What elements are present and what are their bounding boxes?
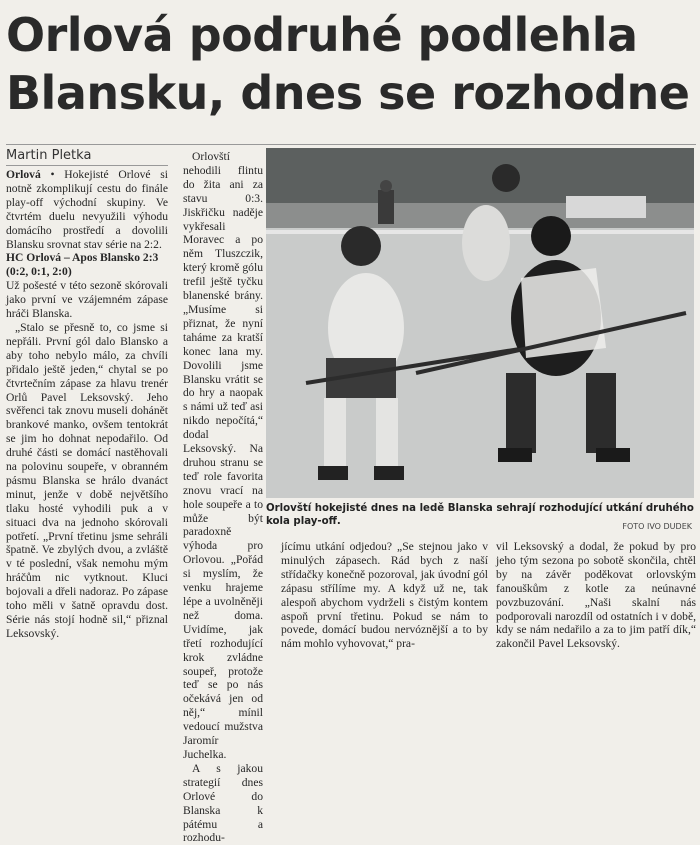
column-1	[6, 168, 168, 641]
headline-line-2: Blansku, dnes se rozhodne	[6, 66, 690, 120]
hockey-photo-illustration	[266, 148, 694, 498]
paragraph: jícímu utkání odjedou? „Se stejnou jako v minulých zápasech. Rád bych z naší střídačky konečně pozoroval, jak úvodní gól zápasu střílíme my. A když už ne, tak alespoň abychom vydrželi s čistým kontem aspoň první třetinu. Pokud se nám to povede, domácí budou nervóznější a to by nám mohlo vyhovovat,“ pra-	[281, 540, 488, 651]
author-byline: Martin Pletka	[6, 148, 92, 163]
lead-text: • Hokejisté Orlové si notně zkomplikují cestu do finále play-off východní skupiny. Ve čtvrtém duelu nevyužili výhodu domácího prostředí a dovolili Blansku srovnat stav série na 2:2.	[6, 168, 168, 251]
paragraph: Už pošesté v této sezoně skórovali jako první ve vzájemném zápase hráči Blanska.	[6, 279, 168, 321]
result-line-1: HC Orlová – Apos Blansko 2:3	[6, 251, 159, 265]
column-2	[183, 150, 263, 845]
column-3	[281, 540, 488, 651]
top-rule	[6, 144, 696, 145]
paragraph: Orlovští nehodili flintu do žita ani za stavu 0:3. Jiskřičku naděje vykřesali Moravec a po něm Tluszczik, který kromě gólu trefil ještě tyčku blanenské brány. „Musíme si přiznat, že nyní taháme za kratší konec lana my. Dovolili jsme Blansku vrátit se do hry a naopak s námi už teď asi nikdo nepočítá,“ dodal Leksovský. Na druhou stranu se teď role favorita znovu vrací na hole soupeře a to může být paradoxně výhoda pro Orlovou. „Pořád si myslím, že venku hrajeme lépe a uvolněněji než doma. Uvidíme, jak třetí rozhodující krok zvládne soupeř, protože teď se po nás očekává jen od něj,“ mínil vedoucí mužstva Jaromír Juchelka.	[183, 150, 263, 761]
headline-line-1: Orlová podruhé podlehla	[6, 8, 638, 62]
column-4	[496, 540, 696, 651]
lead-place: Orlová	[6, 168, 41, 181]
hockey-photo	[266, 148, 694, 498]
lead-paragraph	[6, 168, 168, 251]
author-rule	[6, 165, 168, 166]
headline	[6, 6, 696, 122]
photo-caption: Orlovští hokejisté dnes na ledě Blanska sehrají rozhodující utkání druhého kola play-off.	[266, 503, 694, 527]
paragraph: A s jakou strategií dnes Orlové do Blanska k pátému a rozhodu-	[183, 761, 263, 845]
result-box	[6, 251, 168, 279]
result-line-2: (0:2, 0:1, 2:0)	[6, 265, 72, 279]
paragraph: vil Leksovský a dodal, že pokud by pro jeho tým sezona po sobotě skončila, chtěl by na závěr poděkovat orlovským fanouškům z kotle za neúnavné povzbuzování. „Naši skalní nás podporovali narozdíl od ostatních i v době, kdy se nám nedařilo a za to jim patří dík,“ zakončil Pavel Leksovský.	[496, 540, 696, 651]
photo-credit: FOTO IVO DUDEK	[622, 522, 692, 531]
paragraph: „Stalo se přesně to, co jsme si nepřáli. První gól dalo Blansko a aby toho nebylo málo, za chvíli přidalo ještě jeden,“ chytal se po čtvrtečním zápase za hlavu trenér Orlů Pavel Leksovský. Jeho svěřenci tak znovu museli dohánět brankové manko, ovšem tentokrát se jim ho dohnat nepodařilo. Od druhé části se domácí nastěhovali na polovinu soupeře, v obranném pásmu Blanska se hrálo dvanáct minut, jenže v době největšího tlaku hosté vyhodili puk a v situaci dva na jednoho skórovali potřetí. „První třetinu jsme sehráli špatně. Ve zbylých dvou, a zvláště v té poslední, však nemohu mým hráčům nic vytknout. Kluci bojovali a dřeli nadoraz. Po zápase toho měli v šatně opravdu dost. Série nás stojí hodně sil,“ přiznal Leksovský.	[6, 320, 168, 640]
